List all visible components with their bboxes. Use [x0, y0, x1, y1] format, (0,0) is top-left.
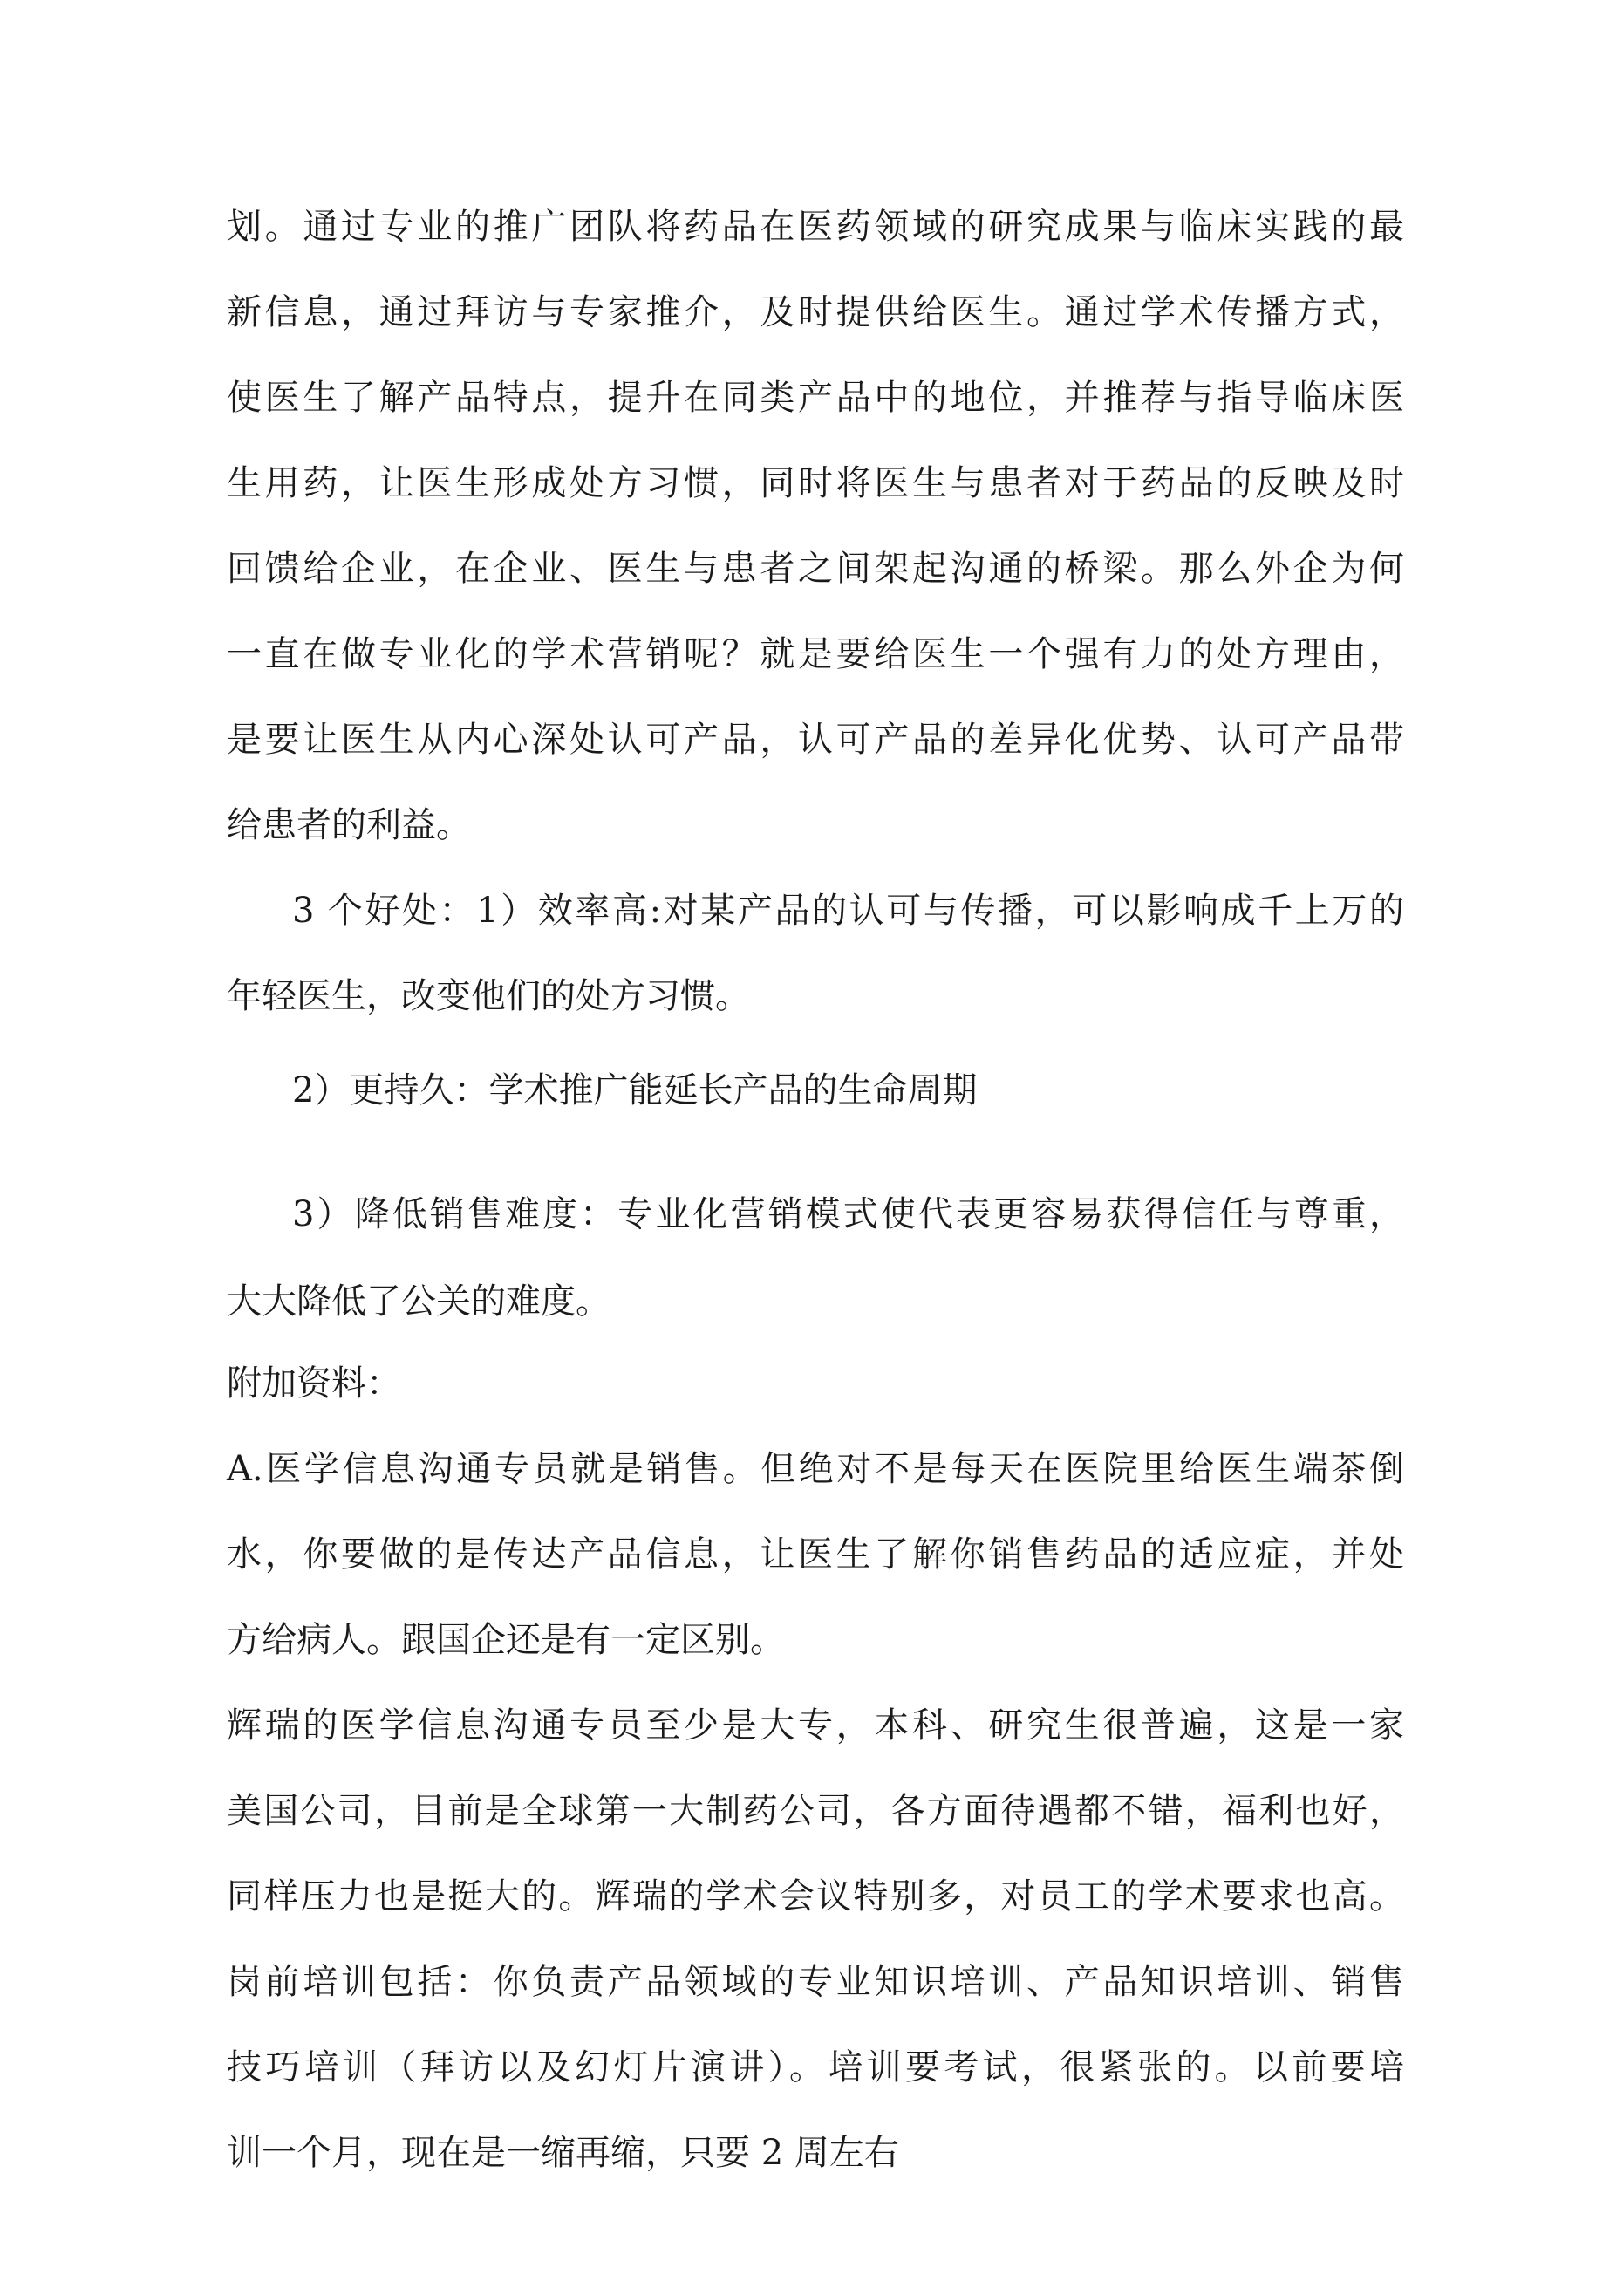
- text-line: 是要让医生从内心深处认可产品，认可产品的差异化优势、认可产品带: [227, 720, 1404, 760]
- text-line: 技巧培训（拜访以及幻灯片演讲）。培训要考试，很紧张的。以前要培: [227, 2047, 1404, 2088]
- text-line: 附加资料：: [227, 1363, 401, 1404]
- text-line: 辉瑞的医学信息沟通专员至少是大专，本科、研究生很普遍，这是一家: [227, 1705, 1404, 1746]
- text-line: 一直在做专业化的学术营销呢？就是要给医生一个强有力的处方理由，: [227, 634, 1404, 674]
- text-line: 生用药，让医生形成处方习惯，同时将医生与患者对于药品的反映及时: [227, 463, 1404, 503]
- text-line: 给患者的利益。: [227, 805, 471, 845]
- text-line: A.医学信息沟通专员就是销售。但绝对不是每天在医院里给医生端茶倒: [227, 1449, 1404, 1489]
- text-line: 美国公司，目前是全球第一大制药公司，各方面待遇都不错，福利也好，: [227, 1791, 1404, 1831]
- text-line: 方给病人。跟国企还是有一定区别。: [227, 1620, 785, 1660]
- text-line: 大大降低了公关的难度。: [227, 1281, 610, 1322]
- text-line: 3 个好处：1）效率高:对某产品的认可与传播，可以影响成千上万的: [292, 891, 1404, 931]
- text-line: 训一个月，现在是一缩再缩，只要 2 周左右: [227, 2133, 899, 2173]
- text-line: 回馈给企业，在企业、医生与患者之间架起沟通的桥梁。那么外企为何: [227, 549, 1404, 589]
- text-line: 新信息，通过拜访与专家推介，及时提供给医生。通过学术传播方式，: [227, 292, 1404, 332]
- text-line: 划。通过专业的推广团队将药品在医药领域的研究成果与临床实践的最: [227, 207, 1404, 247]
- text-line: 年轻医生，改变他们的处方习惯。: [227, 976, 750, 1016]
- text-line: 岗前培训包括：你负责产品领域的专业知识培训、产品知识培训、销售: [227, 1962, 1404, 2002]
- text-line: 3）降低销售难度：专业化营销模式使代表更容易获得信任与尊重，: [292, 1194, 1404, 1234]
- text-line: 使医生了解产品特点，提升在同类产品中的地位，并推荐与指导临床医: [227, 378, 1404, 418]
- text-line: 同样压力也是挺大的。辉瑞的学术会议特别多，对员工的学术要求也高。: [227, 1876, 1404, 1917]
- text-line: 水，你要做的是传达产品信息，让医生了解你销售药品的适应症，并处: [227, 1534, 1404, 1575]
- text-line: 2）更持久：学术推广能延长产品的生命周期: [292, 1070, 978, 1110]
